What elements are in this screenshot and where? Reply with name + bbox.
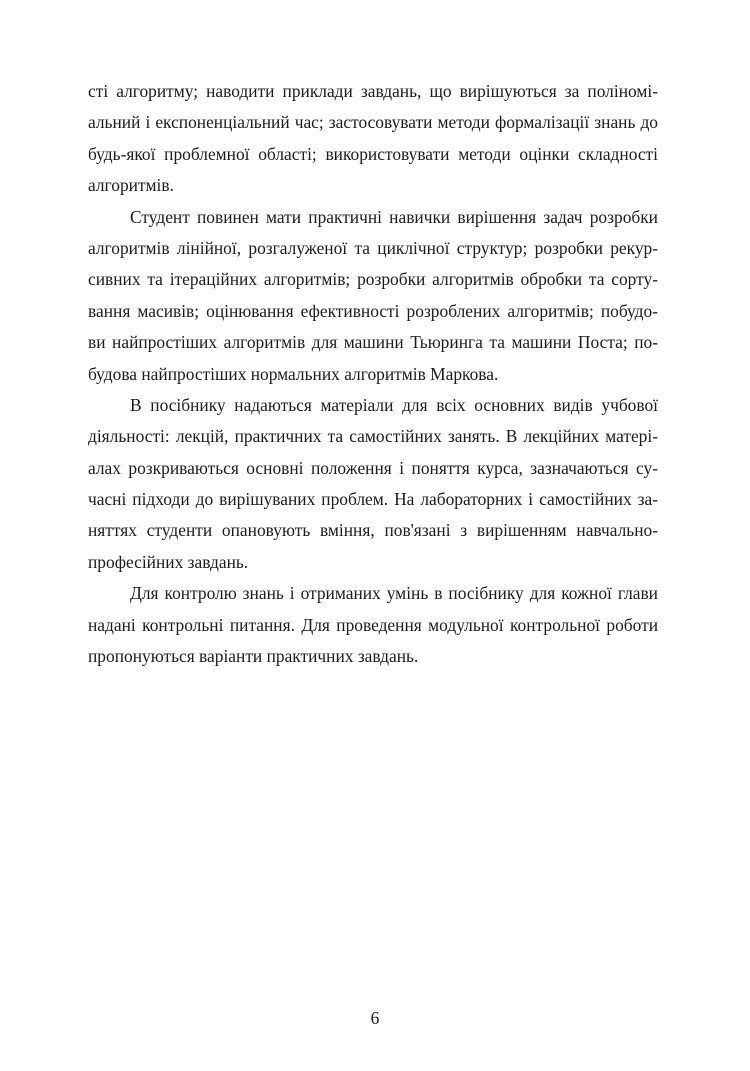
text-line: ви найпростіших алгоритмів для машини Тьюринга та машини Поста; по- xyxy=(88,332,658,353)
paragraph-1 xyxy=(88,76,658,202)
text-line: будь-якої проблемної області; використовувати методи оцінки складності xyxy=(88,143,658,164)
text-line: альний і експоненціальний час; застосовувати методи формалізації знань до xyxy=(88,112,658,133)
text-line: сті алгоритму; наводити приклади завдань, що вирішуються за поліномі- xyxy=(88,81,658,101)
text-line: надані контрольні питання. Для проведення модульної контрольної роботи xyxy=(88,614,658,635)
text-line: алах розкриваються основні положення і поняття курса, зазначаються су- xyxy=(88,457,658,478)
body-text xyxy=(88,76,658,672)
text-line: сивних та ітераційних алгоритмів; розробки алгоритмів обробки та сорту- xyxy=(88,269,658,290)
text-line: Студент повинен мати практичні навички вирішення задач розробки xyxy=(130,206,658,227)
text-line: алгоритмів. xyxy=(88,175,174,196)
text-line: вання масивів; оцінювання ефективності розроблених алгоритмів; побудо- xyxy=(88,300,658,321)
text-line: В посібнику надаються матеріали для всіх основних видів учбової xyxy=(130,394,658,415)
text-line: будова найпростіших нормальних алгоритмів Маркова. xyxy=(88,363,499,384)
text-line: пропонуються варіанти практичних завдань. xyxy=(88,646,419,667)
page-number: 6 xyxy=(370,1008,380,1028)
paragraph-3 xyxy=(88,390,658,578)
paragraph-2 xyxy=(88,202,658,390)
text-line: професійних завдань. xyxy=(88,551,249,572)
text-line: діяльності: лекцій, практичних та самостійних занять. В лекційних матері- xyxy=(88,426,658,447)
text-line: алгоритмів лінійної, розгалуженої та циклічної структур; розробки рекур- xyxy=(88,237,658,258)
text-line: Для контролю знань і отриманих умінь в посібнику для кожної глави xyxy=(130,583,658,604)
text-line: часні підходи до вирішуваних проблем. На лабораторних і самостійних за- xyxy=(88,489,658,510)
paragraph-4 xyxy=(88,578,658,672)
text-line: няттях студенти опановують вміння, пов'язані з вирішенням навчально- xyxy=(88,520,658,541)
